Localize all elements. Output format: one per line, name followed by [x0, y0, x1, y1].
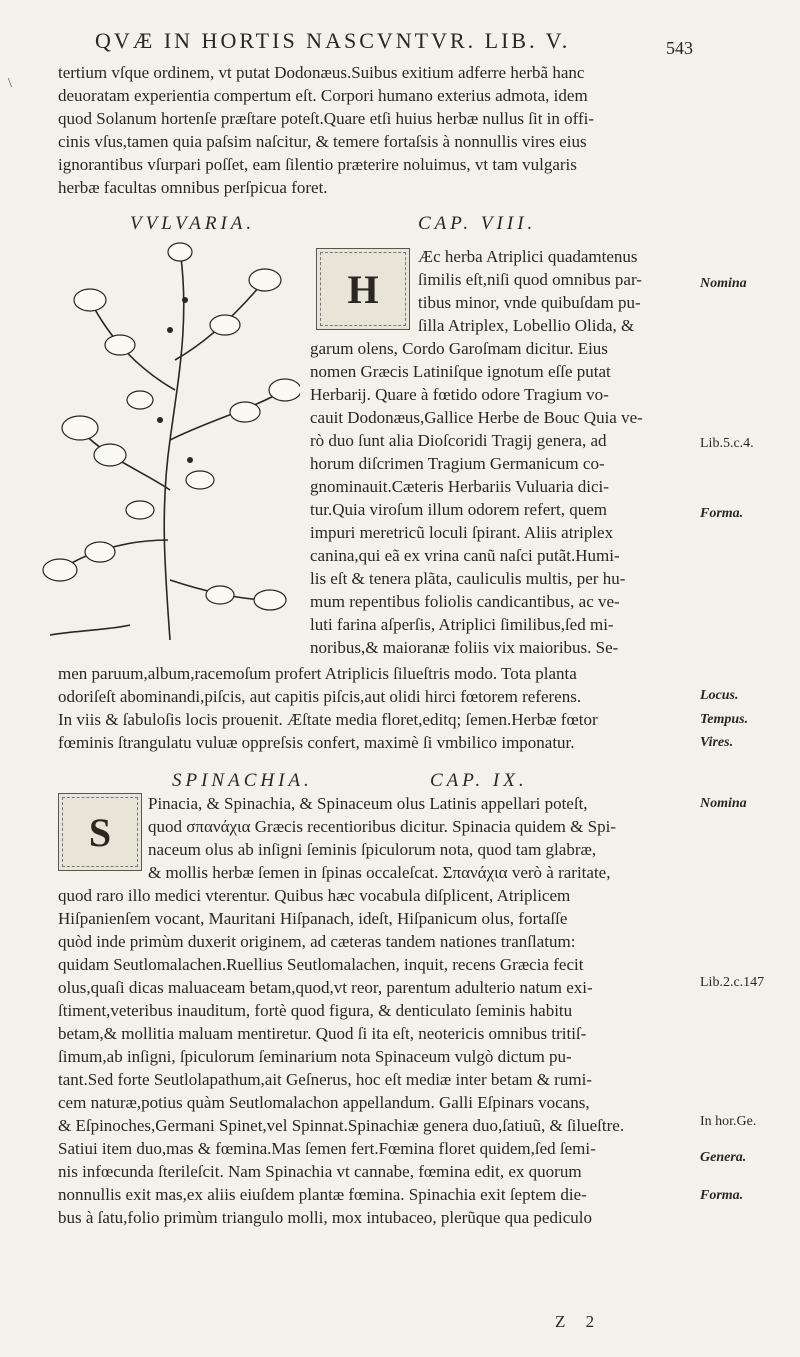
- margin-note: Nomina: [700, 276, 747, 291]
- margin-note: Genera.: [700, 1150, 747, 1165]
- body-line: mum repentibus foliolis candicantibus, ac ve-: [310, 592, 620, 611]
- body-line: rò duo ſunt alia Dioſcoridi Tragij genera, ad: [310, 431, 607, 450]
- body-line: cem naturæ,potius quàm Seutlomalachon appellandum. Galli Eſpinars vocans,: [58, 1093, 590, 1112]
- body-line: ſimum,ab inſigni, ſpiculorum ſeminarium nota Spinaceum vulgò dictum pu-: [58, 1047, 572, 1066]
- body-line: nomen Græcis Latiniſque ignotum eſſe putat: [310, 362, 611, 381]
- margin-mark: \: [8, 76, 12, 91]
- body-line: quidam Seutlomalachen.Ruellius Seutlomalachen, inquit, recens Græcia fecit: [58, 955, 584, 974]
- body-line: ſimilis eſt,niſi quod omnibus par-: [418, 270, 642, 289]
- margin-note: In hor.Ge.: [700, 1114, 757, 1129]
- margin-note: Lib.5.c.4.: [700, 436, 754, 451]
- section-title-spinachia: SPINACHIA.: [172, 770, 313, 791]
- signature-mark: Z 2: [555, 1312, 603, 1331]
- margin-note: Vires.: [700, 735, 734, 750]
- body-line: canina,qui eã ex vrina canũ naſci putãt.Humi-: [310, 546, 620, 565]
- intro-line: herbæ facultas omnibus perſpicua foret.: [58, 178, 328, 197]
- vulvaria-plant-illustration: [20, 240, 300, 650]
- ornamental-initial-h: [316, 248, 410, 330]
- body-line: naceum olus ab inſigni ſeminis ſpiculorum nota, quod tam glabræ,: [148, 840, 597, 859]
- body-line: Hiſpanienſem vocant, Mauritani Hiſpanach, ideſt, Hiſpanicum olus, fortaſſe: [58, 909, 568, 928]
- page-number: 543: [666, 38, 693, 58]
- body-line: Satiui item duo,mas & fœmina.Mas ſemen fert.Fœmina floret quidem,ſed ſemi-: [58, 1139, 596, 1158]
- body-line: & Eſpinoches,Germani Spinet,vel Spinnat.Spinachiæ genera duo,ſatiuũ, & ſilueſtre.: [58, 1116, 625, 1135]
- body-line: garum olens, Cordo Garoſmam dicitur. Eius: [310, 339, 608, 358]
- initial-letter: S: [88, 809, 112, 855]
- body-line: cauit Dodonæus,Gallice Herbe de Bouc Quia ve-: [310, 408, 643, 427]
- body-line: noribus,& maioranæ foliis vix maioribus. Se-: [310, 638, 619, 657]
- body-line: quod raro illo medici vterentur. Quibus hæc vocabula diſplicent, Atriplicem: [58, 886, 571, 905]
- body-line: nonnullis exit mas,ex aliis eiuſdem plantæ fœmina. Spinachia exit ſeptem die-: [58, 1185, 587, 1204]
- margin-note: Tempus.: [700, 712, 749, 727]
- body-line: quòd inde primùm duxerit originem, ad cæteras tandem nationes tranſlatum:: [58, 932, 576, 951]
- initial-ornament: [320, 252, 406, 326]
- intro-line: ignorantibus vſurpari poſſet, eam ſilentio præterire noluimus, vt tam vulgaris: [58, 155, 577, 174]
- margin-note: Nomina: [700, 796, 747, 811]
- intro-line: deuoratam experientia compertum eſt. Corpori humano exterius admota, idem: [58, 86, 588, 105]
- body-line: impuri meretricũ loculi ſpirant. Aliis atriplex: [310, 523, 614, 542]
- running-head: QVÆ IN HORTIS NASCVNTVR. LIB. V.: [95, 28, 571, 53]
- body-line: luti farina aſperſis, Atriplici ſimilibus,ſed mi-: [310, 615, 614, 634]
- body-line: horum diſcrimen Tragium Germanicum co-: [310, 454, 605, 473]
- body-line: bus à ſatu,folio primùm triangulo molli, mox intubaceo, plerũque qua pediculo: [58, 1208, 592, 1227]
- body-line: & mollis herbæ ſemen in ſpinas occaleſcat. Σπανάχια verò à raritate,: [148, 863, 611, 882]
- intro-line: tertium vſque ordinem, vt putat Dodonæus.Suibus exitium adferre herbã hanc: [58, 63, 585, 82]
- margin-note: Forma.: [700, 1188, 744, 1203]
- section-title-vulvaria: VVLVARIA.: [130, 213, 256, 234]
- body-line: In viis & ſabuloſis locis prouenit. Æſtate media floret,editq; ſemen.Herbæ fœtor: [58, 710, 598, 729]
- body-line: men paruum,album,racemoſum profert Atriplicis ſilueſtris modo. Tota planta: [58, 664, 577, 683]
- body-line: tibus minor, vnde quibuſdam pu-: [418, 293, 641, 312]
- body-line: odoriſeſt abominandi,piſcis, aut capitis piſcis,aut olidi hirci fœtorem referens.: [58, 687, 582, 706]
- body-line: Pinacia, & Spinachia, & Spinaceum olus Latinis appellari poteſt,: [148, 794, 588, 813]
- initial-letter: H: [347, 266, 379, 312]
- intro-line: quod Solanum hortenſe præſtare poteſt.Quare etſi huius herbæ nullus ſit in offi-: [58, 109, 595, 128]
- body-line: ſilla Atriplex, Lobellio Olida, &: [418, 316, 635, 335]
- margin-note: Locus.: [700, 688, 739, 703]
- body-line: gnominauit.Cæteris Herbariis Vuluaria dici-: [310, 477, 609, 496]
- body-line: lis eſt & tenera plãta, cauliculis multis, per hu-: [310, 569, 626, 588]
- body-line: ſtiment,veteribus inauditum, fortè quod figura, & denticulato ſeminis habitu: [58, 1001, 573, 1020]
- chapter-number: CAP. VIII.: [418, 213, 537, 234]
- intro-line: cinis vſus,tamen quia paſsim naſcitur, & temere fortaſsis à nonnullis vires eius: [58, 132, 587, 151]
- body-line: betam,& mollitia maluam mentiretur. Quod ſi ita eſt, neotericis omnibus tritiſ-: [58, 1024, 587, 1043]
- chapter-number: CAP. IX.: [430, 770, 528, 791]
- body-line: tant.Sed forte Seutlolapathum,ait Geſnerus, hoc eſt mediæ inter betam & rumi-: [58, 1070, 592, 1089]
- initial-ornament: [62, 797, 138, 867]
- margin-note: Forma.: [700, 506, 744, 521]
- body-line: Herbarij. Quare à fœtido odore Tragium vo-: [310, 385, 609, 404]
- body-line: fœminis ſtrangulatu vuluæ oppreſsis confert, maximè ſi vmbilico imponatur.: [58, 733, 575, 752]
- margin-note: Lib.2.c.147: [700, 975, 765, 990]
- ornamental-initial-s: [58, 793, 142, 871]
- body-line: olus,quaſi dicas maluaceam betam,quod,vt reor, parentum adulterio natum exi-: [58, 978, 593, 997]
- body-line: tur.Quia viroſum illum odorem refert, quem: [310, 500, 607, 519]
- body-line: quod σπανάχια Græcis recentioribus dicitur. Spinacia quidem & Spi-: [148, 817, 616, 836]
- body-line: nis infœcunda ſterileſcit. Nam Spinachia vt cannabe, fœmina edit, ex quorum: [58, 1162, 582, 1181]
- body-line: Æc herba Atriplici quadamtenus: [418, 247, 638, 266]
